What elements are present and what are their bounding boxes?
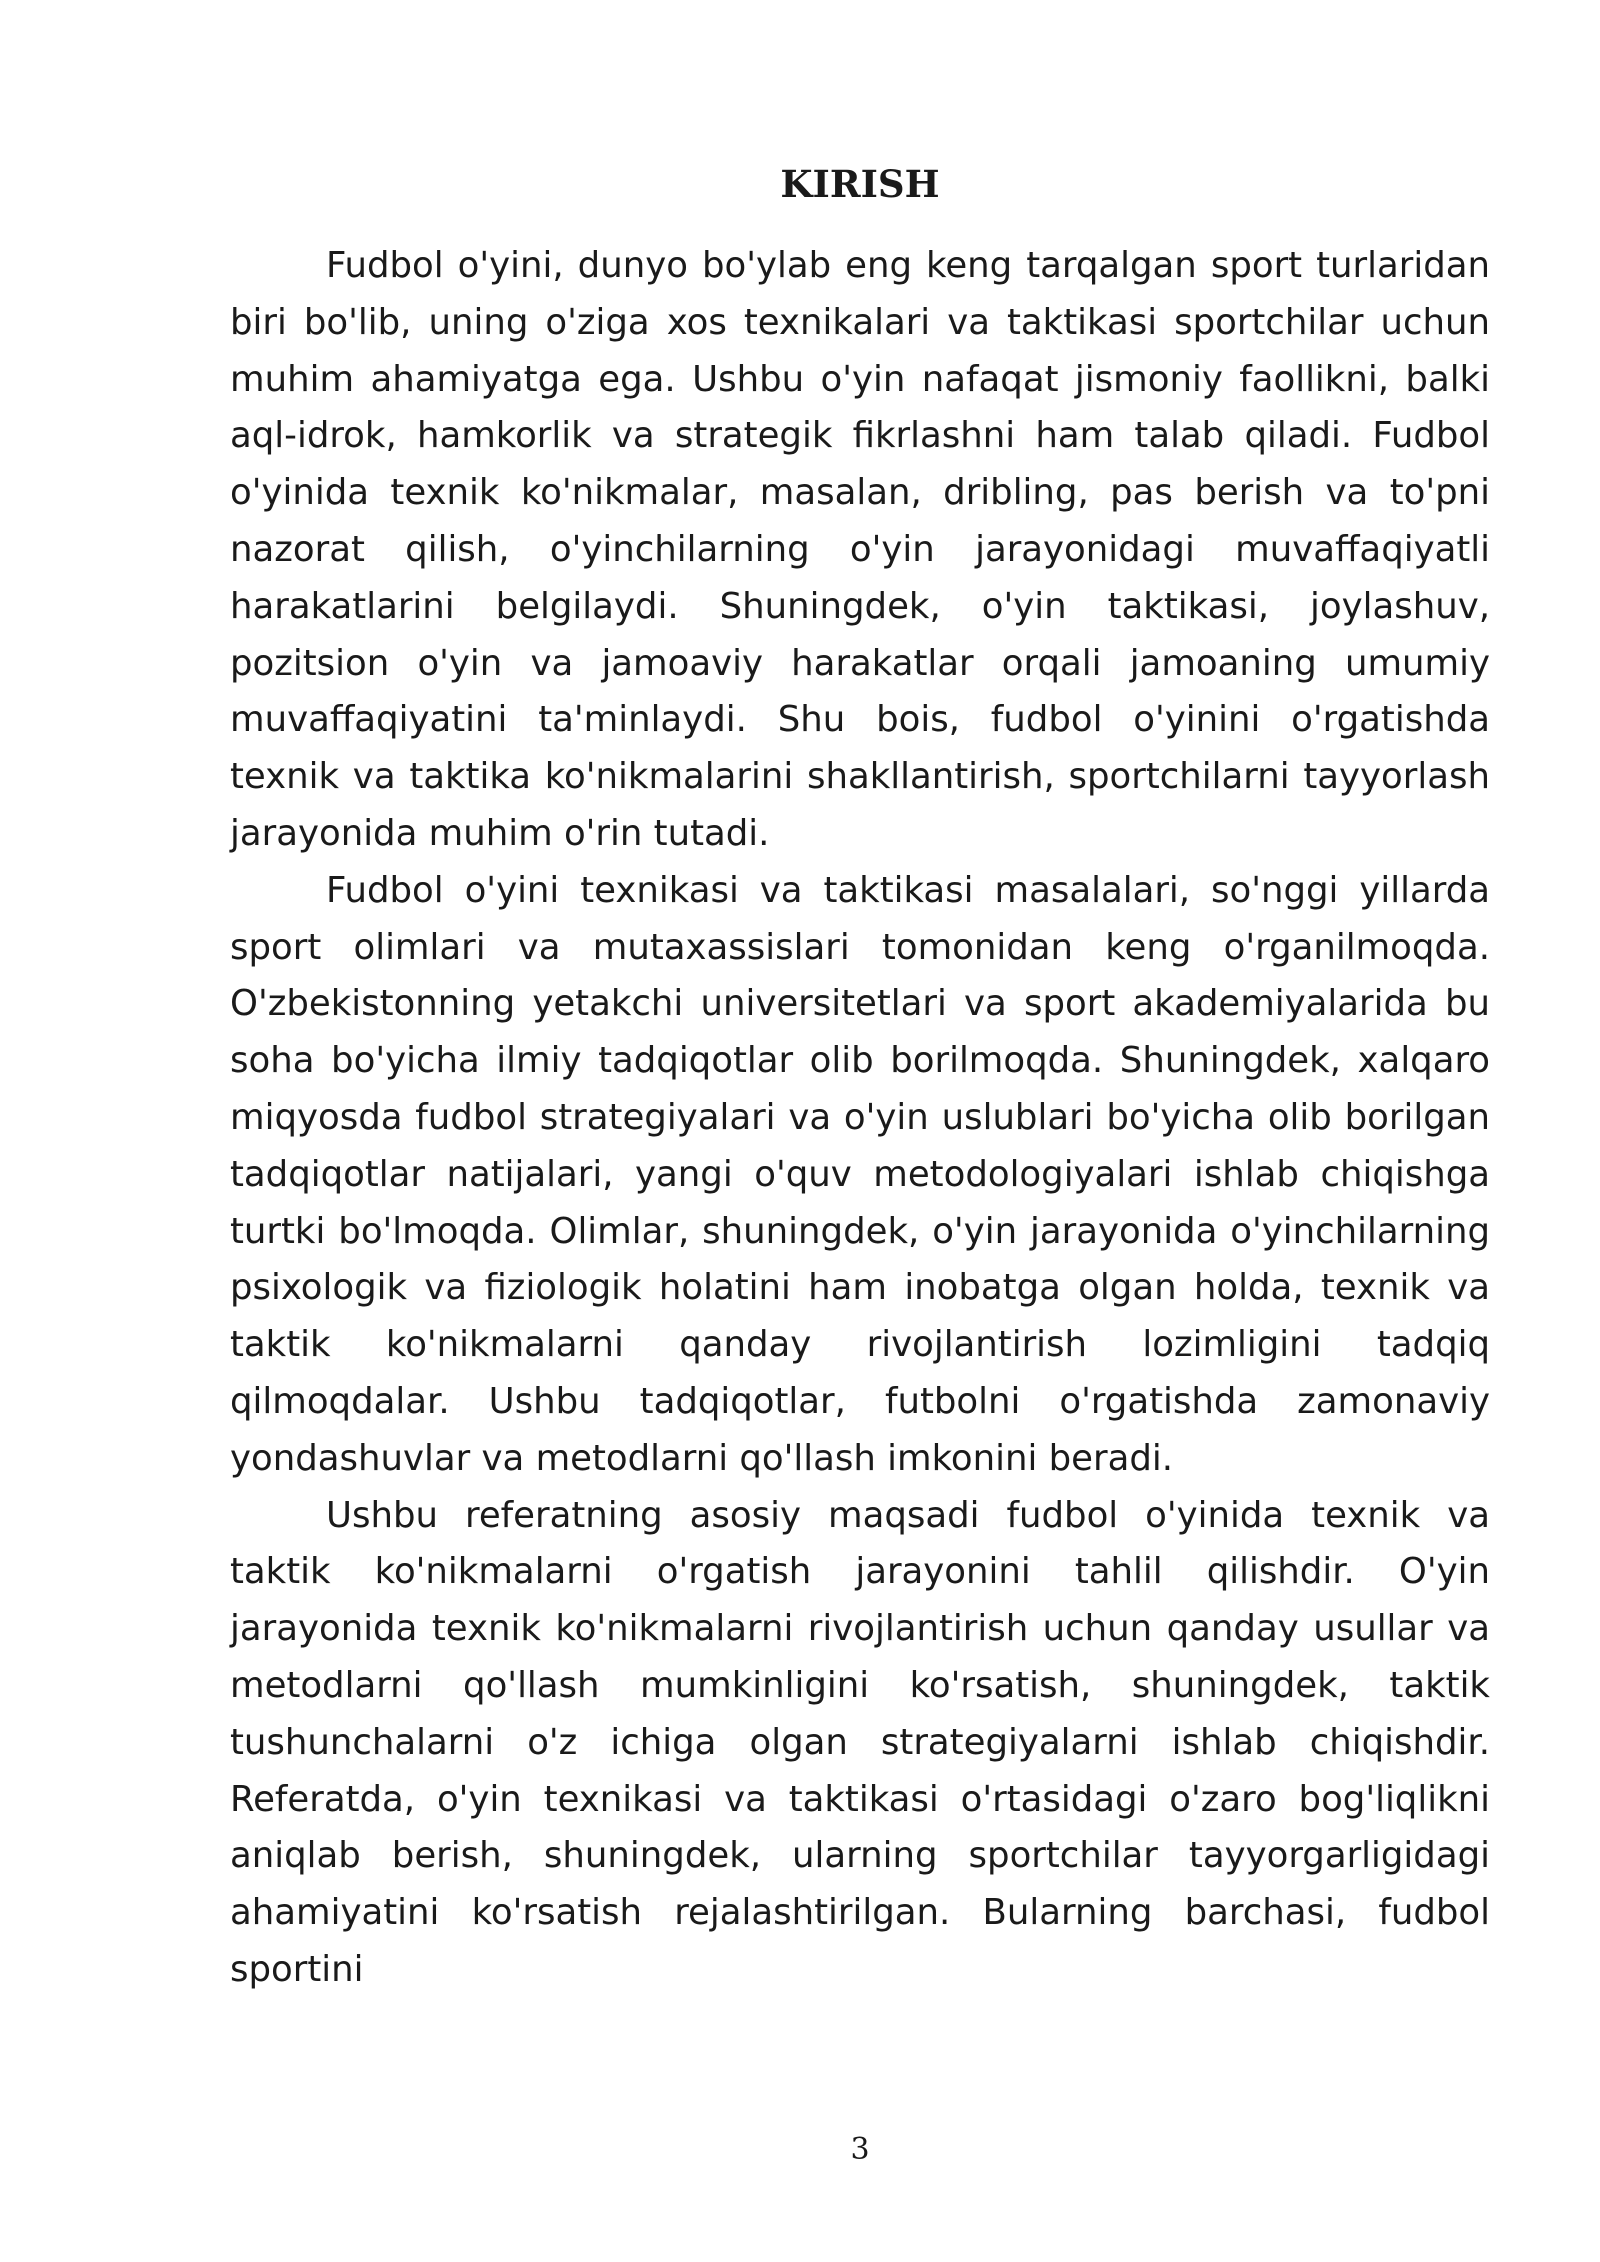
title-spacer (230, 208, 1490, 238)
body-paragraph-2: Fudbol o'yini texnikasi va taktikasi masalalari, so'nggi yillarda sport olimlari va mutaxassislari tomonidan keng o'rganilmoqda. O'zbekistonning yetakchi universitetlari va sport akademiyalarida bu soha bo'yicha ilmiy tadqiqotlar olib borilmoqda. Shuningdek, xalqaro miqyosda fudbol strategiyalari va o'yin uslublari bo'yicha olib borilgan tadqiqotlar natijalari, yangi o'quv metodologiyalari ishlab chiqishga turtki bo'lmoqda. Olimlar, shuningdek, o'yin jarayonida o'yinchilarning psixologik va fiziologik holatini ham inobatga olgan holda, texnik va taktik ko'nikmalarni qanday rivojlantirish lozimligini tadqiq qilmoqdalar. Ushbu tadqiqotlar, futbolni o'rgatishda zamonaviy yondashuvlar va metodlarni qo'llash imkonini beradi. (230, 869, 1490, 1479)
page-content (230, 160, 1490, 1999)
body-paragraph-3: Ushbu referatning asosiy maqsadi fudbol o'yinida texnik va taktik ko'nikmalarni o'rgatish jarayonini tahlil qilishdir. O'yin jarayonida texnik ko'nikmalarni rivojlantirish uchun qanday usullar va metodlarni qo'llash mumkinligini ko'rsatish, shuningdek, taktik tushunchalarni o'z ichiga olgan strategiyalarni ishlab chiqishdir. Referatda, o'yin texnikasi va taktikasi o'rtasidagi o'zaro bog'liqlikni aniqlab berish, shuningdek, ularning sportchilar tayyorgarligidagi ahamiyatini ko'rsatish rejalashtirilgan. Bularning barchasi, fudbol sportini (230, 1494, 1490, 1990)
page-number: 3 (850, 2132, 870, 2167)
body-paragraph-1: Fudbol o'yini, dunyo bo'ylab eng keng tarqalgan sport turlaridan biri bo'lib, uning o'ziga xos texnikalari va taktikasi sportchilar uchun muhim ahamiyatga ega. Ushbu o'yin nafaqat jismoniy faollikni, balki aql-idrok, hamkorlik va strategik fikrlashni ham talab qiladi. Fudbol o'yinida texnik ko'nikmalar, masalan, dribling, pas berish va to'pni nazorat qilish, o'yinchilarning o'yin jarayonidagi muvaffaqiyatli harakatlarini belgilaydi. Shuningdek, o'yin taktikasi, joylashuv, pozitsion o'yin va jamoaviy harakatlar orqali jamoaning umumiy muvaffaqiyatini ta'minlaydi. Shu bois, fudbol o'yinini o'rgatishda texnik va taktika ko'nikmalarini shakllantirish, sportchilarni tayyorlash jarayonida muhim o'rin tutadi. (230, 245, 1490, 854)
page-title: KIRISH (780, 162, 940, 206)
